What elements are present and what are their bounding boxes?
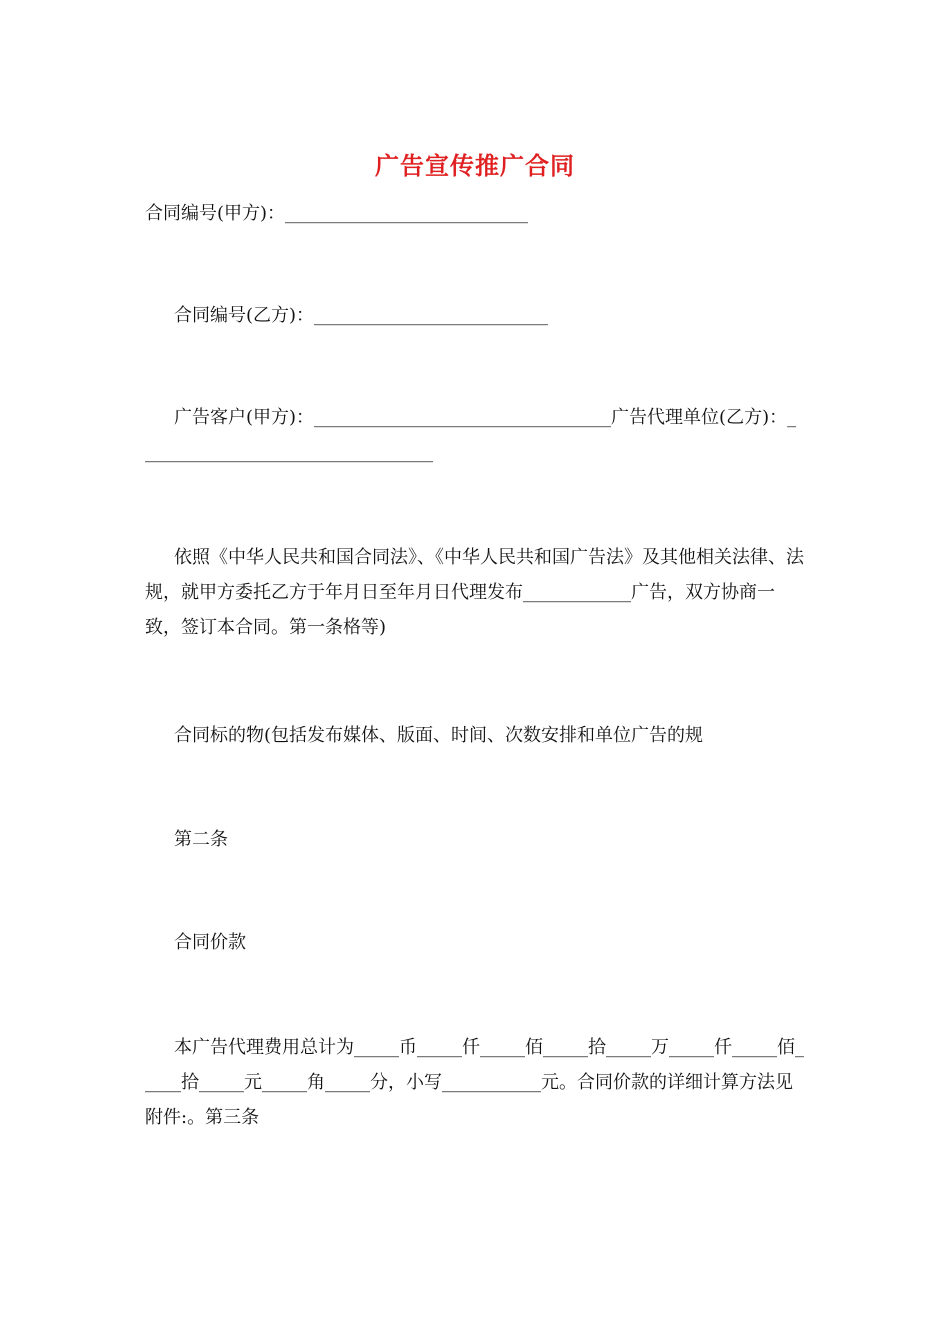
subject-matter-paragraph: 合同标的物(包括发布媒体、版面、时间、次数安排和单位广告的规 <box>174 725 704 746</box>
contract-price-paragraph: 本广告代理费用总计为_____币_____仟_____佰_____拾_____万_____仟_____佰_____拾_____元_____角_____分，小写___________元。合同价款的详细计算方法见附件:。第三条 <box>145 1037 804 1128</box>
parties-paragraph: 广告客户(甲方)：_________________________________广告代理单位(乙方)：_________________________________ <box>145 407 797 463</box>
contract-number-party-a: 合同编号(甲方)：___________________________ <box>145 203 529 224</box>
preamble-paragraph: 依照《中华人民共和国合同法》、《中华人民共和国广告法》及其他相关法律、法规，就甲方委托乙方于年月日至年月日代理发布____________广告，双方协商一致，签订本合同。第一条格等) <box>145 547 804 638</box>
document-title: 广告宣传推广合同 <box>375 151 575 180</box>
contract-price-heading: 合同价款 <box>174 932 246 953</box>
article-two-heading: 第二条 <box>174 829 228 850</box>
contract-number-party-b: 合同编号(乙方)：__________________________ <box>174 305 549 326</box>
